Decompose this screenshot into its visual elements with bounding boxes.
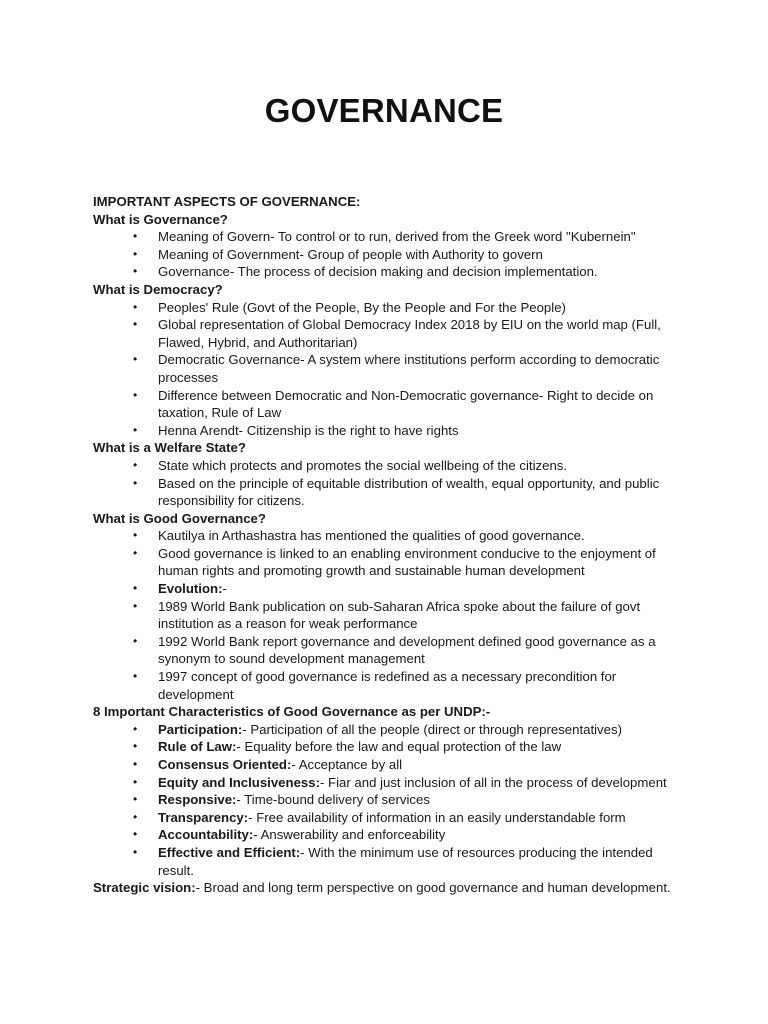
item-text: Good governance is linked to an enabling environment conducive to the enjoyment of human rights and promoting growth and sustainable human development — [158, 545, 656, 579]
list-item — [93, 721, 683, 739]
item-text: Kautilya in Arthashastra has mentioned the qualities of good governance. — [158, 528, 585, 544]
item-text: 1992 World Bank report governance and development defined good governance as a synonym to sound development management — [158, 633, 656, 667]
item-term: Responsive: — [158, 792, 237, 808]
item-term: Equity and Inclusiveness: — [158, 774, 320, 790]
item-term: Evolution: — [158, 581, 223, 597]
list-item — [93, 246, 683, 264]
item-text: - Participation of all the people (direct or through representatives) — [242, 721, 622, 737]
item-text: Governance- The process of decision making and decision implementation. — [158, 264, 598, 280]
list-item — [93, 351, 683, 386]
item-term: Consensus Oriented: — [158, 757, 292, 772]
list-item — [93, 299, 683, 317]
bullet-list — [93, 721, 683, 879]
list-item — [93, 580, 683, 598]
item-text: Difference between Democratic and Non-Democratic governance- Right to decide on taxation, Rule of Law — [158, 387, 654, 421]
item-text: - Free availability of information in an easily understandable form — [248, 809, 626, 825]
list-item — [93, 598, 683, 633]
list-item — [93, 527, 683, 545]
item-text: State which protects and promotes the social wellbeing of the citizens. — [158, 457, 568, 473]
list-item — [93, 809, 683, 827]
list-item — [93, 738, 683, 756]
item-text: 1997 concept of good governance is redefined as a necessary precondition for development — [158, 669, 617, 702]
item-text: - Time-bound delivery of services — [236, 792, 430, 808]
list-item — [93, 457, 683, 475]
strategic-vision-text: - Broad and long term perspective on good governance and human development. — [195, 880, 671, 896]
bullet-list — [93, 299, 683, 440]
list-item — [93, 422, 683, 440]
list-item — [93, 387, 683, 422]
list-item — [93, 774, 683, 792]
item-text: - With the minimum use of resources producing the intended result. — [158, 844, 653, 878]
item-text: - Acceptance by all — [291, 757, 403, 772]
item-text: 1989 World Bank publication on sub-Saharan Africa spoke about the failure of govt institution as a reason for weak performance — [158, 598, 641, 632]
item-term: Rule of Law: — [158, 739, 237, 755]
item-text: Henna Arendt- Citizenship is the right to have rights — [158, 422, 459, 438]
document-body — [93, 193, 683, 897]
list-item — [93, 668, 683, 703]
list-item — [93, 791, 683, 809]
item-text: Global representation of Global Democracy Index 2018 by EIU on the world map (Full, Flawed, Hybrid, and Authoritarian) — [158, 317, 661, 350]
list-item — [93, 756, 683, 774]
item-term: Effective and Efficient: — [158, 844, 301, 860]
item-text: - — [222, 581, 227, 597]
item-text: Peoples' Rule (Govt of the People, By the People and For the People) — [158, 299, 566, 315]
bullet-list — [93, 527, 683, 703]
section-heading: 8 Important Characteristics of Good Governance as per UNDP:- — [93, 704, 491, 720]
section-heading: What is Governance? — [93, 211, 228, 227]
item-text: - Answerability and enforceability — [253, 827, 446, 843]
list-item — [93, 263, 683, 281]
section-heading: What is a Welfare State? — [93, 440, 246, 456]
section-heading: What is Democracy? — [93, 281, 223, 297]
item-text: - Equality before the law and equal protection of the law — [236, 739, 562, 755]
list-item — [93, 633, 683, 668]
item-text: Meaning of Government- Group of people with Authority to govern — [158, 246, 543, 262]
list-item — [93, 316, 683, 351]
bullet-list — [93, 457, 683, 510]
item-text: Meaning of Govern- To control or to run, derived from the Greek word "Kubernein" — [158, 229, 636, 245]
page-title: GOVERNANCE — [264, 92, 504, 129]
item-term: Transparency: — [158, 809, 249, 825]
section-heading: IMPORTANT ASPECTS OF GOVERNANCE: — [93, 194, 361, 209]
item-text: Based on the principle of equitable distribution of wealth, equal opportunity, and public responsibility for citizens. — [158, 475, 660, 509]
section-heading: What is Good Governance? — [93, 510, 266, 526]
strategic-vision-paragraph — [93, 879, 683, 897]
list-item — [93, 228, 683, 246]
bullet-list — [93, 228, 683, 281]
strategic-vision-term: Strategic vision: — [93, 880, 196, 896]
list-item — [93, 475, 683, 510]
list-item — [93, 545, 683, 580]
list-item — [93, 826, 683, 844]
item-term: Accountability: — [158, 827, 254, 843]
list-item — [93, 844, 683, 879]
item-text: Democratic Governance- A system where institutions perform according to democratic processes — [158, 352, 660, 385]
item-text: - Fiar and just inclusion of all in the process of development — [319, 774, 667, 790]
item-term: Participation: — [158, 721, 243, 737]
